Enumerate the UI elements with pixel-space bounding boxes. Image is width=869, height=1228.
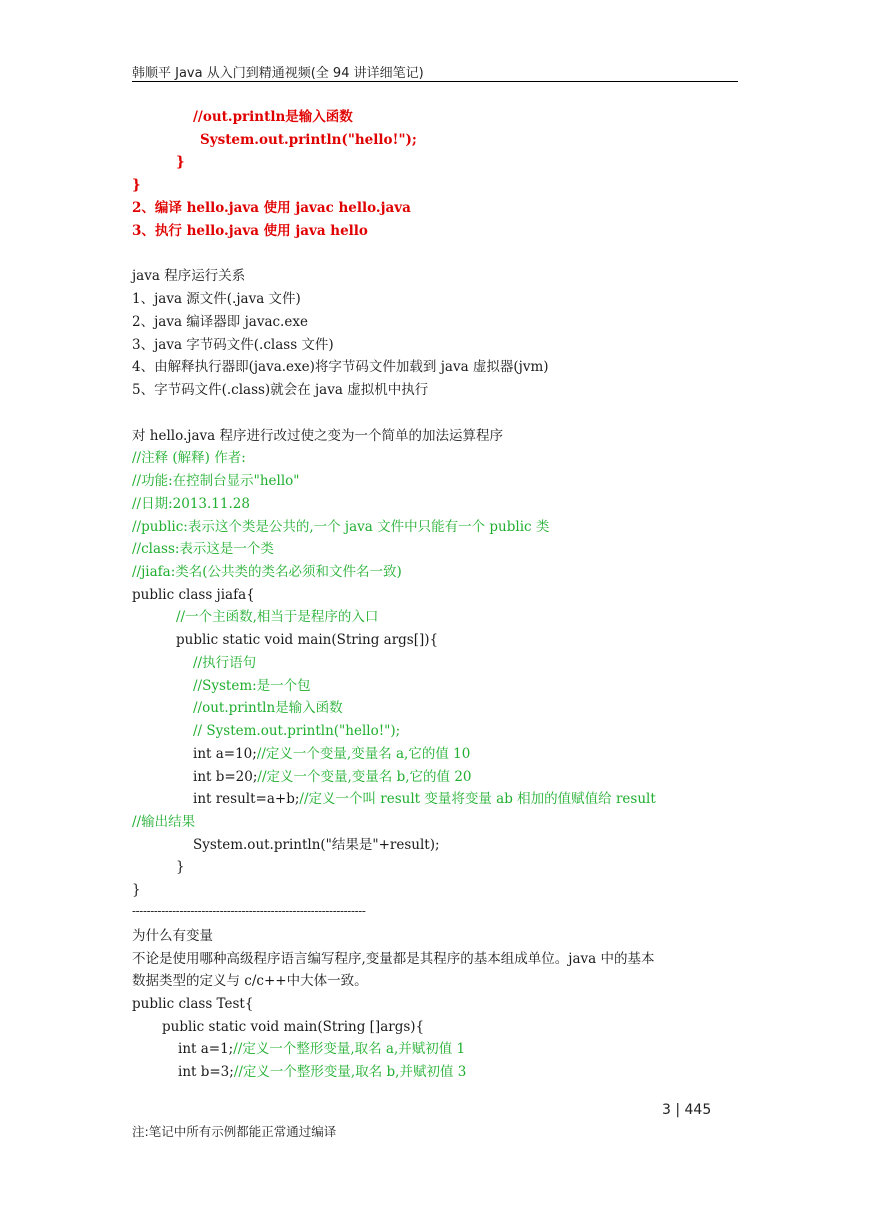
list-item: 2、java 编译器即 javac.exe [132,314,308,330]
code-line: } [132,177,141,193]
code-line [193,745,470,763]
step-line: 3、执行 hello.java 使用 java hello [132,223,368,239]
list-item: 4、由解释执行器即(java.exe)将字节码文件加载到 java 虚拟器(jvm) [132,359,549,375]
code-line: public class Test{ [132,996,254,1012]
list-item: 3、java 字节码文件(.class 文件) [132,337,334,353]
list-item: 1、java 源文件(.java 文件) [132,291,301,307]
paragraph: 对 hello.java 程序进行改过使之变为一个简单的加法运算程序 [132,428,503,444]
header-divider [132,81,738,82]
paragraph: 数据类型的定义与 c/c++中大体一致。 [132,973,368,989]
code-line: public class jiafa{ [132,587,255,603]
paragraph: 不论是使用哪种高级程序语言编写程序,变量都是其程序的基本组成单位。java 中的基本 [132,951,655,967]
code-comment: //输出结果 [132,814,196,830]
inline-comment: //定义一个整形变量,取名 b,并赋初值 3 [233,1064,467,1080]
code-line [193,790,656,808]
separator-line: ---------------------------------------------------------------- [132,904,366,918]
code-comment: //日期:2013.11.28 [132,496,250,512]
list-item: 5、字节码文件(.class)就会在 java 虚拟机中执行 [132,382,429,398]
code-comment: //功能:在控制台显示"hello" [132,473,300,489]
code-line [178,1063,466,1081]
inline-comment: //定义一个变量,变量名 a,它的值 10 [256,746,471,762]
code-comment: //out.println是输入函数 [193,700,343,716]
code-line: public static void main(String []args){ [162,1019,425,1035]
page-number: 3 | 445 [662,1102,712,1118]
inline-comment: //定义一个变量,变量名 b,它的值 20 [257,769,472,785]
code-line: //out.println是输入函数 [193,109,353,125]
code-comment: //一个主函数,相当于是程序的入口 [176,609,379,625]
code-comment: //注释 (解释) 作者: [132,450,246,466]
step-line: 2、编译 hello.java 使用 javac hello.java [132,200,411,216]
code-line [178,1040,465,1058]
section-heading: 为什么有变量 [132,928,213,944]
code-comment: // System.out.println("hello!"); [193,723,401,739]
code-statement: int a=1; [178,1041,234,1057]
inline-comment: //定义一个叫 result 变量将变量 ab 相加的值赋值给 result [299,791,656,807]
code-statement: int b=3; [178,1064,234,1080]
code-line: System.out.println("结果是"+result); [193,837,440,853]
code-statement: int a=10; [193,746,257,762]
code-line [193,768,472,786]
footer-note: 注:笔记中所有示例都能正常通过编译 [132,1124,337,1139]
code-comment: //System:是一个包 [193,678,311,694]
code-line: } [176,859,185,875]
code-comment: //class:表示这是一个类 [132,541,274,557]
section-heading: java 程序运行关系 [132,268,246,284]
code-statement: int b=20; [193,769,258,785]
code-comment: //jiafa:类名(公共类的类名必须和文件名一致) [132,564,402,580]
code-line: public static void main(String args[]){ [176,632,439,648]
code-line: } [132,882,141,898]
code-line: } [176,154,185,170]
code-statement: int result=a+b; [193,791,300,807]
code-comment: //执行语句 [193,655,257,671]
inline-comment: //定义一个整形变量,取名 a,并赋初值 1 [233,1041,466,1057]
code-line: System.out.println("hello!"); [200,132,417,148]
page-header-title: 韩顺平 Java 从入门到精通视频(全 94 讲详细笔记) [132,66,424,81]
code-comment: //public:表示这个类是公共的,一个 java 文件中只能有一个 public 类 [132,519,550,535]
